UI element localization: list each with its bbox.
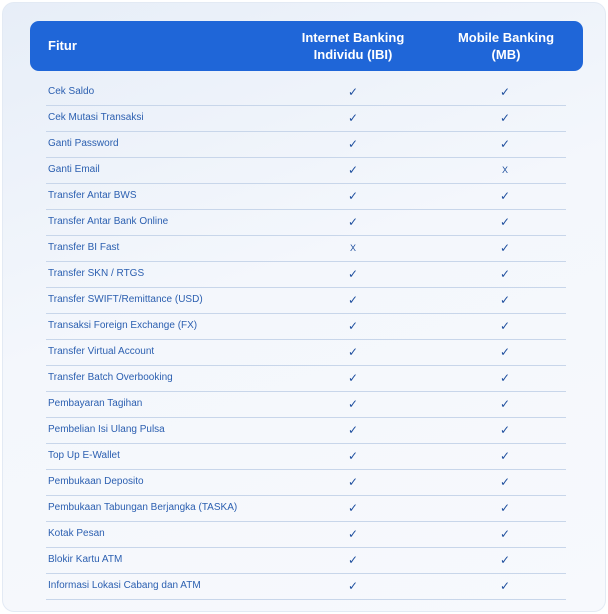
check-icon-mb: ✓ bbox=[499, 371, 511, 385]
feature-name: Transaksi Foreign Exchange (FX) bbox=[48, 320, 198, 331]
check-icon-mb: ✓ bbox=[499, 501, 511, 515]
feature-name: Ganti Password bbox=[48, 138, 119, 149]
feature-name: Top Up E-Wallet bbox=[48, 450, 120, 461]
table-row bbox=[46, 262, 566, 288]
check-icon-ibi: ✓ bbox=[347, 423, 359, 437]
table-row bbox=[46, 80, 566, 106]
check-icon-ibi: ✓ bbox=[347, 85, 359, 99]
check-icon-mb: ✓ bbox=[499, 475, 511, 489]
header-mb-line1: Mobile Banking bbox=[457, 30, 555, 45]
table-row bbox=[46, 444, 566, 470]
check-icon-mb: ✓ bbox=[499, 267, 511, 281]
table-row bbox=[46, 470, 566, 496]
check-icon-mb: ✓ bbox=[499, 527, 511, 541]
check-icon-ibi: ✓ bbox=[347, 475, 359, 489]
check-icon-ibi: ✓ bbox=[347, 319, 359, 333]
check-icon-mb: ✓ bbox=[499, 579, 511, 593]
table-row bbox=[46, 340, 566, 366]
feature-name: Pembukaan Deposito bbox=[48, 476, 144, 487]
table-row bbox=[46, 236, 566, 262]
comparison-table-card bbox=[2, 2, 606, 612]
feature-name: Transfer Antar Bank Online bbox=[48, 216, 169, 227]
header-ibi-line1: Internet Banking bbox=[301, 30, 405, 45]
check-icon-mb: ✓ bbox=[499, 293, 511, 307]
check-icon-ibi: ✓ bbox=[347, 579, 359, 593]
check-icon-ibi: ✓ bbox=[347, 189, 359, 203]
table-row bbox=[46, 106, 566, 132]
check-icon-mb: ✓ bbox=[499, 449, 511, 463]
table-row bbox=[46, 210, 566, 236]
table-row bbox=[46, 522, 566, 548]
table-row bbox=[46, 288, 566, 314]
check-icon-ibi: ✓ bbox=[347, 449, 359, 463]
feature-name: Pembukaan Tabungan Berjangka (TASKA) bbox=[48, 502, 238, 513]
feature-name: Kotak Pesan bbox=[48, 528, 105, 539]
feature-name: Ganti Email bbox=[48, 164, 100, 175]
table-row bbox=[46, 548, 566, 574]
table-body bbox=[46, 80, 566, 600]
table-header bbox=[30, 21, 583, 71]
check-icon-mb: ✓ bbox=[499, 397, 511, 411]
check-icon-mb: ✓ bbox=[499, 111, 511, 125]
check-icon-ibi: ✓ bbox=[347, 293, 359, 307]
table-row bbox=[46, 184, 566, 210]
header-mb-line2: (MB) bbox=[491, 47, 521, 62]
feature-name: Cek Saldo bbox=[48, 86, 95, 97]
table-row bbox=[46, 366, 566, 392]
header-ibi-line2: Individu (IBI) bbox=[313, 47, 393, 62]
check-icon-ibi: ✓ bbox=[347, 267, 359, 281]
header-feature-label: Fitur bbox=[48, 38, 77, 53]
check-icon-mb: ✓ bbox=[499, 85, 511, 99]
feature-name: Transfer Antar BWS bbox=[48, 190, 137, 201]
feature-name: Transfer BI Fast bbox=[48, 242, 120, 253]
check-icon-mb: ✓ bbox=[499, 319, 511, 333]
header-mb-label bbox=[436, 29, 576, 63]
feature-name: Transfer SKN / RTGS bbox=[48, 268, 145, 279]
check-icon-ibi: ✓ bbox=[347, 163, 359, 177]
check-icon-mb: ✓ bbox=[499, 241, 511, 255]
check-icon-mb: ✓ bbox=[499, 215, 511, 229]
check-icon-ibi: ✓ bbox=[347, 345, 359, 359]
feature-name: Informasi Lokasi Cabang dan ATM bbox=[48, 580, 201, 591]
check-icon-mb: ✓ bbox=[499, 423, 511, 437]
table-row bbox=[46, 392, 566, 418]
table-row bbox=[46, 496, 566, 522]
table-row bbox=[46, 574, 566, 600]
cross-icon-ibi: X bbox=[349, 243, 356, 253]
feature-name: Blokir Kartu ATM bbox=[48, 554, 123, 565]
table-row bbox=[46, 418, 566, 444]
check-icon-ibi: ✓ bbox=[347, 553, 359, 567]
feature-name: Cek Mutasi Transaksi bbox=[48, 112, 144, 123]
check-icon-mb: ✓ bbox=[499, 345, 511, 359]
check-icon-ibi: ✓ bbox=[347, 215, 359, 229]
cross-icon-mb: X bbox=[501, 165, 508, 175]
table-row bbox=[46, 132, 566, 158]
check-icon-mb: ✓ bbox=[499, 189, 511, 203]
feature-name: Transfer Batch Overbooking bbox=[48, 372, 173, 383]
check-icon-ibi: ✓ bbox=[347, 527, 359, 541]
feature-name: Pembayaran Tagihan bbox=[48, 398, 143, 409]
table-row bbox=[46, 314, 566, 340]
check-icon-ibi: ✓ bbox=[347, 111, 359, 125]
check-icon-mb: ✓ bbox=[499, 553, 511, 567]
feature-name: Transfer SWIFT/Remittance (USD) bbox=[48, 294, 203, 305]
check-icon-ibi: ✓ bbox=[347, 137, 359, 151]
table-row bbox=[46, 158, 566, 184]
check-icon-ibi: ✓ bbox=[347, 397, 359, 411]
feature-name: Transfer Virtual Account bbox=[48, 346, 155, 357]
check-icon-mb: ✓ bbox=[499, 137, 511, 151]
check-icon-ibi: ✓ bbox=[347, 371, 359, 385]
feature-name: Pembelian Isi Ulang Pulsa bbox=[48, 424, 165, 435]
check-icon-ibi: ✓ bbox=[347, 501, 359, 515]
header-ibi-label bbox=[283, 29, 423, 63]
